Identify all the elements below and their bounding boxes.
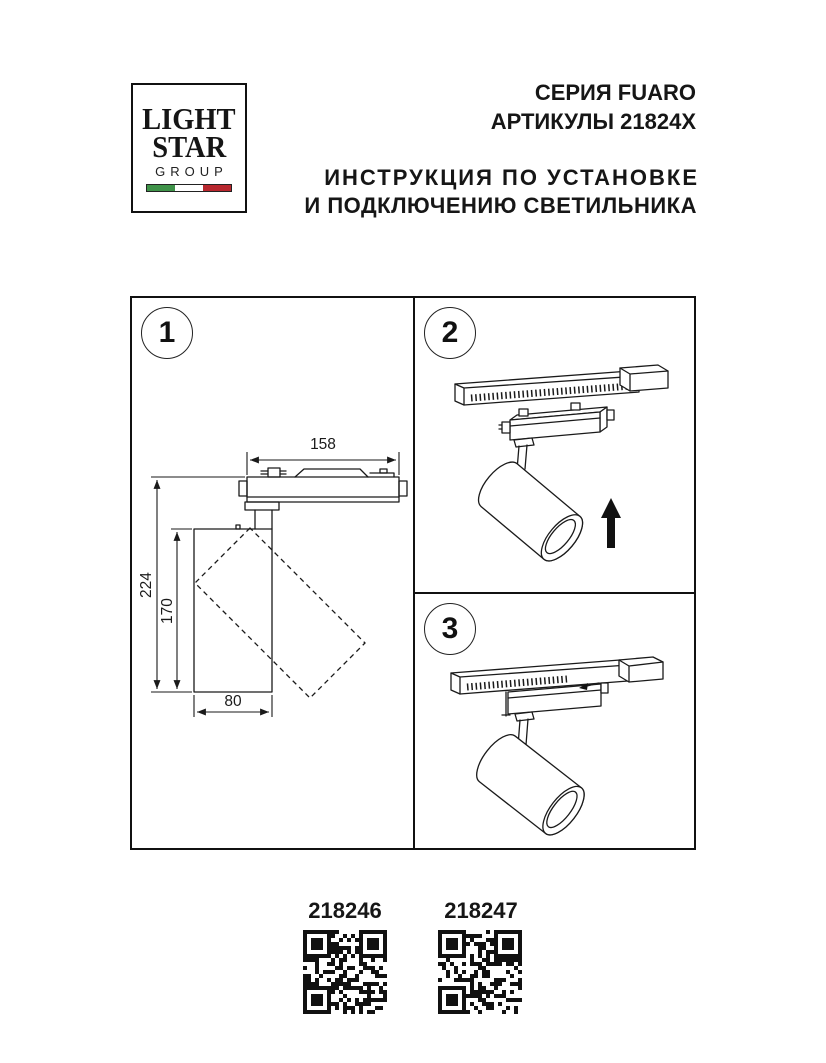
qr-code-right — [438, 930, 522, 1014]
flag-red-segment — [203, 185, 231, 191]
italian-flag — [146, 184, 232, 192]
track-adapter-side-view — [239, 468, 407, 529]
qr-code-left — [303, 930, 387, 1014]
dimension-224 — [138, 477, 245, 692]
logo-word-light: LIGHT — [142, 100, 236, 136]
step-panel-3 — [415, 594, 694, 848]
article-code-218246: 218246 — [308, 898, 382, 923]
logo-word-star: STAR — [152, 128, 226, 164]
steps-grid — [130, 296, 696, 850]
header-series-block — [491, 78, 696, 136]
svg-text:158: 158 — [310, 436, 336, 453]
step-3-badge — [424, 603, 476, 655]
step-2-badge — [424, 307, 476, 359]
dimension-170 — [159, 529, 192, 689]
step-1-number: 1 — [158, 316, 176, 349]
steps-right-column — [415, 298, 694, 848]
step-1-badge — [141, 307, 193, 359]
series-title: СЕРИЯ FUARO — [534, 80, 696, 105]
lamp-body-tilted-dashed — [195, 528, 365, 698]
instruction-line-2: И ПОДКЛЮЧЕНИЮ СВЕТИЛЬНИКА — [304, 193, 697, 218]
track-rail — [455, 365, 668, 405]
flag-green-segment — [147, 185, 175, 191]
instruction-line-1: ИНСТРУКЦИЯ ПО УСТАНОВКЕ — [324, 165, 699, 190]
step-2-number: 2 — [441, 316, 459, 349]
articles-title: АРТИКУЛЫ 21824X — [490, 109, 696, 134]
step-panel-2 — [415, 298, 694, 594]
svg-text:170: 170 — [159, 598, 176, 624]
step-panel-1 — [132, 298, 415, 848]
dimension-80 — [194, 693, 272, 717]
article-code-218247: 218247 — [444, 898, 518, 923]
svg-text:224: 224 — [138, 572, 155, 598]
instruction-title — [304, 164, 697, 220]
dimension-drawing — [132, 298, 413, 848]
spotlight-cylinder — [471, 455, 590, 567]
flag-white-segment — [175, 185, 203, 191]
lamp-body-straight — [194, 525, 272, 692]
up-arrow-icon — [601, 498, 621, 548]
lightstar-logo — [131, 83, 247, 213]
spotlight-cylinder — [469, 728, 591, 841]
step-3-number: 3 — [441, 612, 459, 645]
svg-text:80: 80 — [224, 693, 242, 710]
track-adapter — [499, 403, 614, 440]
logo-word-group: GROUP — [155, 163, 228, 179]
